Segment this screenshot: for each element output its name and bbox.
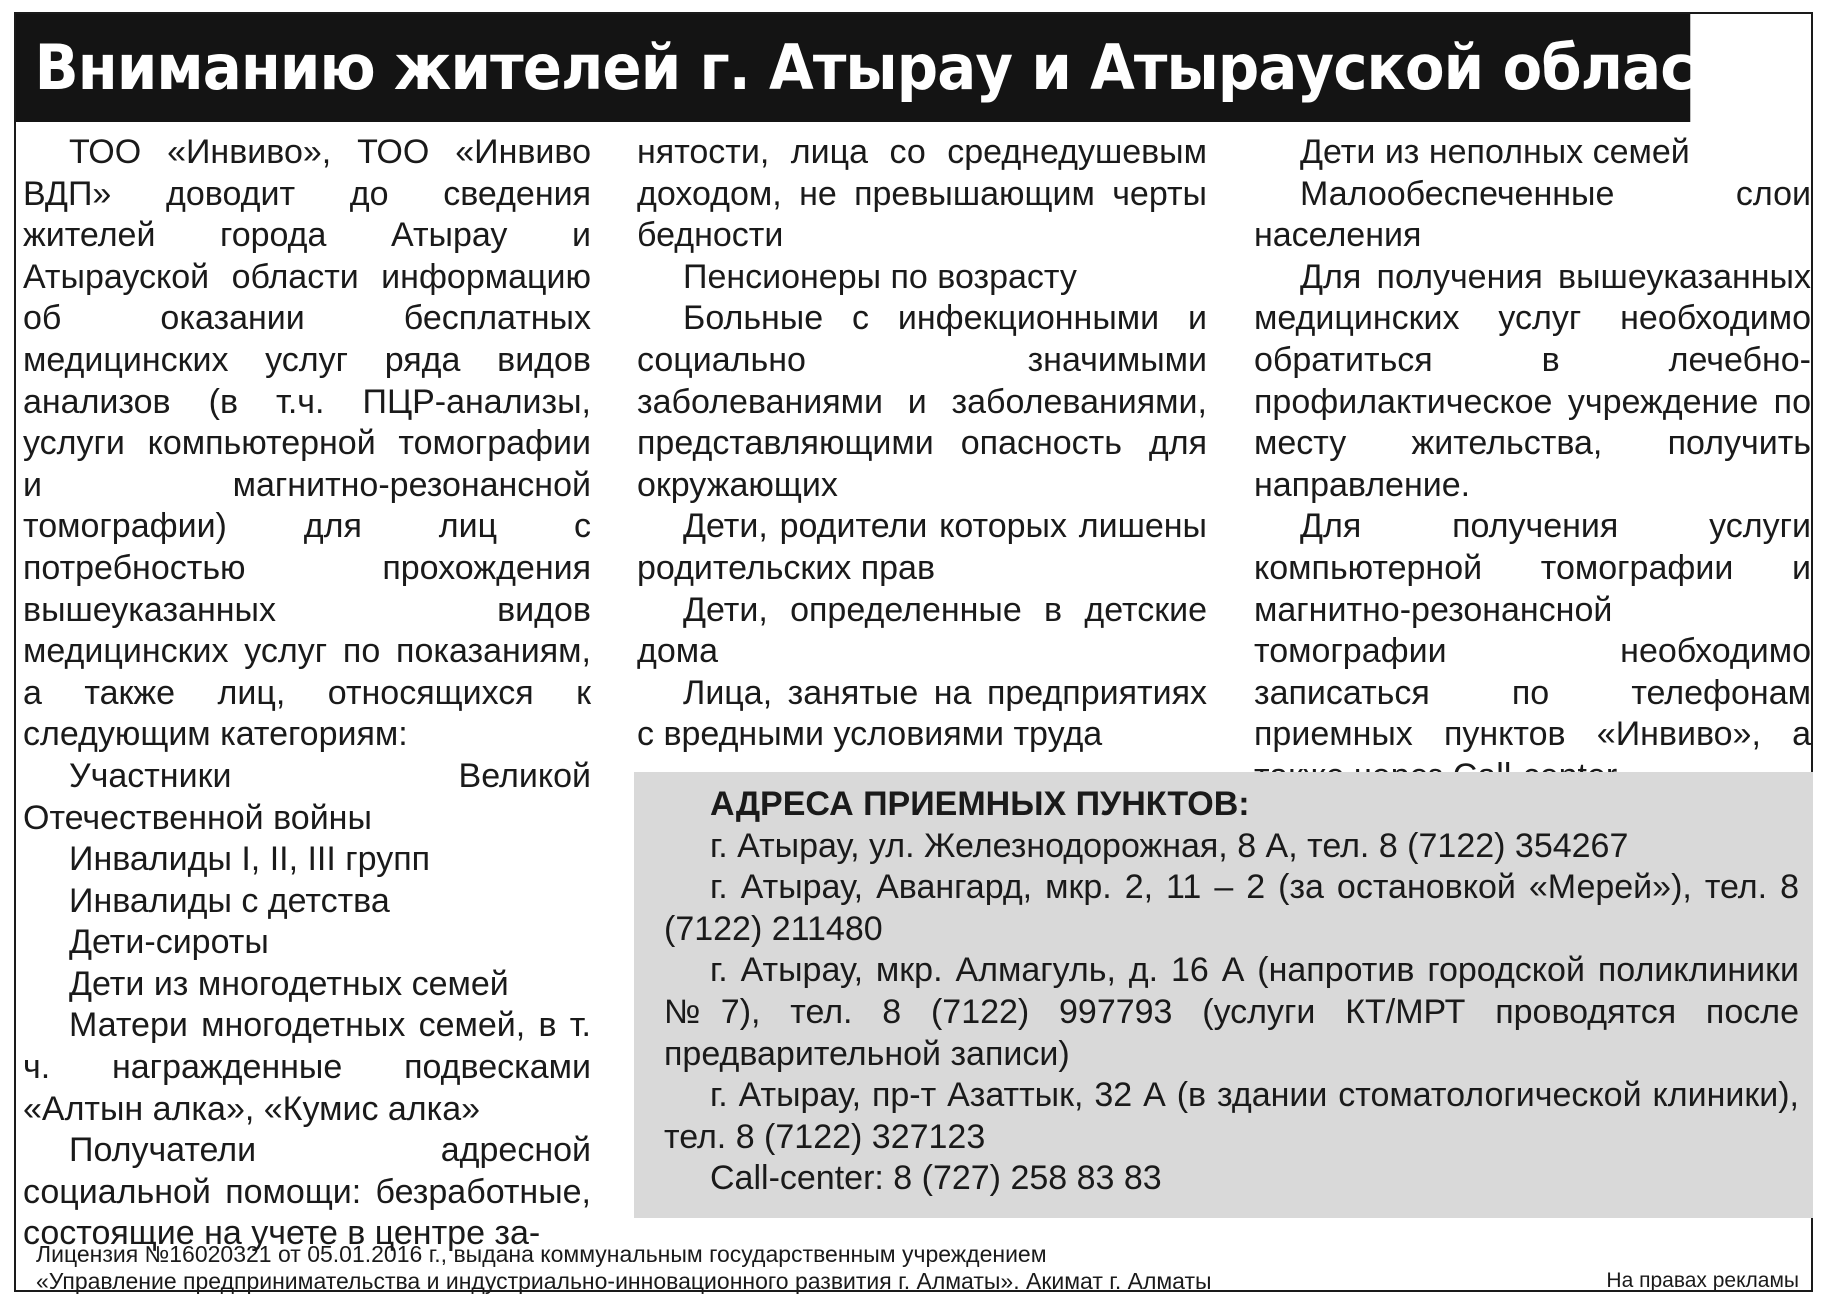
intro-paragraph: ТОО «Инвиво», ТОО «Инвиво ВДП» доводит до сведения жителей города Атырау и Атырауской области информацию об оказании бесплатных медицинских услуг ряда видов анализов (в т.ч. ПЦР-анализы, услуги компьютерной томографии и магнитно-резонансной томографии) для лиц с потребностью прохождения вышеуказанных видов медицинских услуг по показаниям, а также лиц, относящихся к следующим категориям: [23, 133, 591, 754]
category-item: Малообеспеченные слои населения [1254, 174, 1811, 255]
address-item: г. Атырау, мкр. Алмагуль, д. 16 А (напротив городской поликлиники №7), тел. 8 (7122) 997793 (услуги КТ/МРТ проводятся после предварительной записи) [664, 951, 1799, 1073]
category-item: Дети, определенные в детские дома [637, 590, 1207, 671]
category-item: Матери многодетных семей, в т. ч. награжденные подвесками «Алтын алка», «Кумис алка» [23, 1006, 591, 1128]
category-item: Участники Великой Отечественной войны [23, 756, 591, 837]
call-center: Call-center: 8 (727) 258 83 83 [710, 1159, 1162, 1198]
category-item-continued: нятости, лица со среднедушевым доходом, не превышающим черты бедности [637, 133, 1207, 255]
license-line: Лицензия №16020321 от 05.01.2016 г., выдана коммунальным государственным учреждением [36, 1241, 1047, 1267]
text-column-1 [23, 132, 591, 1255]
address-item: г. Атырау, пр-т Азаттык, 32 А (в здании стоматологической клиники), тел. 8 (7122) 327123 [664, 1076, 1799, 1156]
instruction-paragraph: Для получения вышеуказанных медицинских услуг необходимо обратиться в лечебно-профилактическое учреждение по месту жительства, получить направление. [1254, 257, 1811, 504]
ad-note: На правах рекламы [1606, 1269, 1799, 1292]
category-item: Пенсионеры по возрасту [683, 257, 1077, 296]
license-line: «Управление предпринимательства и индустриально-инновационного развития г. Алматы». Акимат г. Алматы [36, 1268, 1212, 1294]
category-item: Дети из многодетных семей [69, 964, 509, 1003]
text-column-2 [637, 132, 1207, 756]
category-item: Получатели адресной социальной помощи: безработные, состоящие на учете в центре за- [23, 1131, 591, 1253]
category-item: Больные с инфекционными и социально значимыми заболеваниями и заболеваниями, представляющими опасность для окружающих [637, 299, 1207, 504]
category-item: Инвалиды с детства [69, 881, 390, 920]
headline: Вниманию жителей г. Атырау и Атырауской области! [16, 14, 1690, 122]
addresses-box [634, 772, 1813, 1218]
category-item: Дети, родители которых лишены родительских прав [637, 507, 1207, 587]
license-text [36, 1241, 1536, 1295]
addresses-title: АДРЕСА ПРИЕМНЫХ ПУНКТОВ: [710, 785, 1250, 823]
address-item: г. Атырау, Авангард, мкр. 2, 11 – 2 (за остановкой «Мерей»), тел. 8 (7122) 211480 [664, 868, 1799, 948]
instruction-paragraph: Для получения услуги компьютерной томографии и магнитно-резонансной томографии необходимо записаться по телефонам приемных пунктов «Инвиво», а [1254, 507, 1811, 754]
category-item: Дети-сироты [69, 923, 269, 962]
address-item: г. Атырау, ул. Железнодорожная, 8 А, тел. 8 (7122) 354267 [710, 826, 1629, 865]
category-item: Лица, занятые на предприятиях с вредными условиями труда [637, 673, 1207, 754]
advertisement-frame [14, 12, 1813, 1292]
category-item: Дети из неполных семей [1300, 133, 1690, 171]
text-column-3 [1254, 132, 1811, 798]
category-item: Инвалиды I, II, III групп [69, 840, 431, 879]
